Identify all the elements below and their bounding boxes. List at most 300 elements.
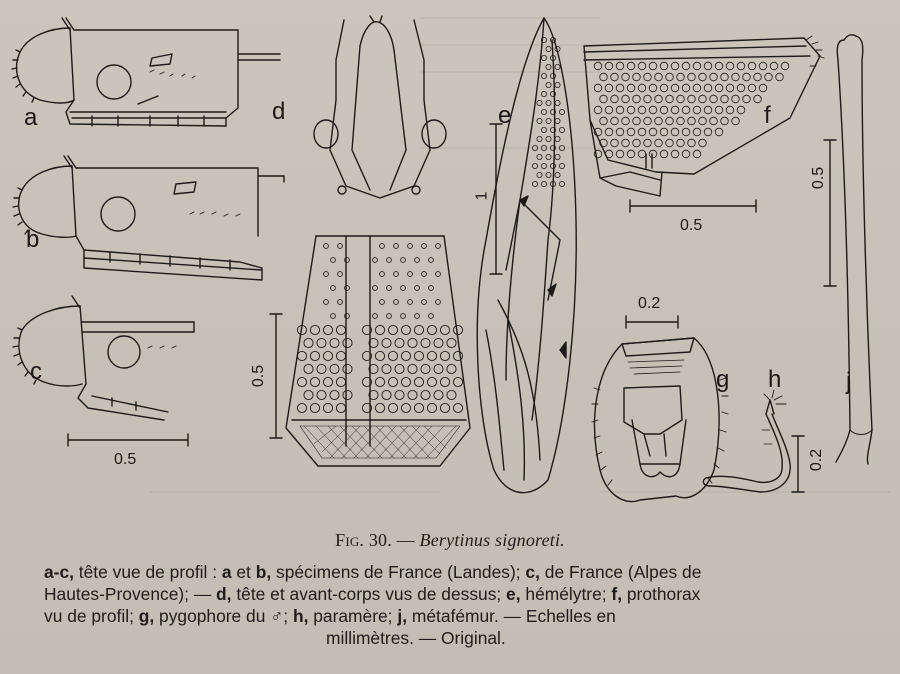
puncture-mark: [660, 62, 668, 70]
crosshatch: [304, 426, 456, 458]
puncture-mark: [699, 139, 707, 147]
puncture-mark: [622, 73, 630, 81]
puncture-mark: [550, 73, 555, 78]
puncture-mark: [671, 62, 679, 70]
figure-number: Fig. 30.: [335, 530, 392, 550]
puncture-mark: [546, 118, 551, 123]
show-through-lines: [150, 18, 890, 492]
puncture-mark: [541, 181, 546, 186]
puncture-mark: [638, 128, 646, 136]
puncture-mark: [704, 84, 712, 92]
figure-caption-body: [44, 561, 876, 649]
puncture-mark: [414, 377, 423, 386]
scale-label-h: 0.2: [808, 448, 826, 472]
puncture-mark: [611, 117, 619, 125]
puncture-mark: [732, 73, 740, 81]
puncture-mark: [710, 73, 718, 81]
puncture-mark: [666, 139, 674, 147]
puncture-mark: [532, 163, 537, 168]
caption-line-4: millimètres. — Original.: [326, 628, 506, 648]
scale-bar-g: [626, 316, 678, 328]
puncture-mark: [440, 351, 449, 360]
puncture-mark: [555, 82, 560, 87]
puncture-mark: [422, 244, 427, 249]
puncture-mark: [655, 117, 663, 125]
drawing-prothorax-f: [584, 36, 824, 196]
puncture-mark: [440, 403, 449, 412]
puncture-mark: [699, 73, 707, 81]
puncture-mark: [440, 325, 449, 334]
puncture-mark: [710, 117, 718, 125]
puncture-mark: [754, 95, 762, 103]
puncture-mark: [633, 95, 641, 103]
puncture-mark: [323, 377, 332, 386]
puncture-mark: [622, 117, 630, 125]
puncture-mark: [611, 73, 619, 81]
puncture-mark: [627, 106, 635, 114]
puncture-mark: [600, 95, 608, 103]
puncture-mark: [330, 364, 339, 373]
puncture-mark: [555, 118, 560, 123]
puncture-mark: [336, 403, 345, 412]
puncture-mark: [633, 73, 641, 81]
puncture-mark: [541, 163, 546, 168]
puncture-mark: [453, 403, 462, 412]
puncture-mark: [394, 300, 399, 305]
puncture-mark: [541, 91, 546, 96]
puncture-mark: [765, 73, 773, 81]
puncture-mark: [429, 314, 434, 319]
puncture-mark: [408, 364, 417, 373]
punctures-pronotum: [297, 244, 462, 413]
caption-text: prothorax: [622, 584, 701, 604]
puncture-mark: [382, 338, 391, 347]
puncture-mark: [754, 73, 762, 81]
puncture-mark: [649, 106, 657, 114]
puncture-mark: [541, 127, 546, 132]
puncture-mark: [380, 300, 385, 305]
puncture-mark: [649, 84, 657, 92]
puncture-mark: [704, 62, 712, 70]
figure-caption-title: [0, 530, 900, 551]
caption-text: Hautes-Provence); —: [44, 584, 217, 604]
puncture-mark: [336, 377, 345, 386]
puncture-mark: [401, 325, 410, 334]
puncture-mark: [394, 244, 399, 249]
scale-bar-f: [630, 200, 756, 212]
puncture-mark: [594, 84, 602, 92]
puncture-mark: [605, 84, 613, 92]
caption-line-1: [44, 561, 876, 583]
drawing-head-profile-a: [12, 18, 280, 126]
puncture-mark: [343, 338, 352, 347]
puncture-mark: [436, 244, 441, 249]
puncture-mark: [666, 117, 674, 125]
puncture-mark: [317, 390, 326, 399]
puncture-mark: [323, 351, 332, 360]
puncture-mark: [414, 403, 423, 412]
puncture-mark: [666, 73, 674, 81]
caption-bold: e,: [506, 584, 521, 604]
puncture-mark: [600, 73, 608, 81]
puncture-mark: [388, 325, 397, 334]
punctures-prothorax: [594, 62, 789, 158]
scale-label-d: 0.5: [250, 364, 268, 388]
puncture-mark: [660, 150, 668, 158]
puncture-mark: [611, 95, 619, 103]
caption-text: vu de profil;: [44, 606, 139, 626]
puncture-mark: [422, 272, 427, 277]
puncture-mark: [427, 325, 436, 334]
puncture-mark: [721, 95, 729, 103]
puncture-mark: [546, 172, 551, 177]
puncture-mark: [559, 163, 564, 168]
caption-text: tête et avant-corps vus de dessus;: [231, 584, 507, 604]
puncture-mark: [380, 272, 385, 277]
puncture-mark: [555, 100, 560, 105]
caption-text: tête vue de profil :: [73, 562, 222, 582]
puncture-mark: [546, 100, 551, 105]
puncture-mark: [737, 106, 745, 114]
puncture-mark: [699, 95, 707, 103]
puncture-mark: [310, 377, 319, 386]
puncture-mark: [677, 73, 685, 81]
caption-bold: h,: [292, 606, 309, 626]
puncture-mark: [436, 272, 441, 277]
puncture-mark: [644, 95, 652, 103]
caption-bold: f,: [611, 584, 623, 604]
caption-bold: b,: [255, 562, 272, 582]
puncture-mark: [373, 314, 378, 319]
puncture-mark: [677, 95, 685, 103]
puncture-mark: [421, 390, 430, 399]
puncture-mark: [541, 73, 546, 78]
caption-text: métafémur. — Echelles en: [407, 606, 616, 626]
puncture-mark: [421, 338, 430, 347]
puncture-mark: [537, 154, 542, 159]
puncture-mark: [324, 300, 329, 305]
puncture-mark: [415, 314, 420, 319]
puncture-mark: [401, 351, 410, 360]
scale-bar-abc: [68, 434, 188, 446]
puncture-mark: [317, 338, 326, 347]
puncture-mark: [559, 127, 564, 132]
puncture-mark: [655, 139, 663, 147]
puncture-mark: [401, 286, 406, 291]
puncture-mark: [559, 181, 564, 186]
puncture-mark: [447, 390, 456, 399]
caption-text: de France (Alpes de: [539, 562, 702, 582]
puncture-mark: [704, 106, 712, 114]
puncture-mark: [704, 128, 712, 136]
puncture-mark: [387, 314, 392, 319]
puncture-mark: [447, 364, 456, 373]
scale-label-abc: 0.5: [114, 451, 137, 468]
puncture-mark: [317, 364, 326, 373]
puncture-mark: [408, 338, 417, 347]
puncture-mark: [541, 55, 546, 60]
puncture-mark: [555, 136, 560, 141]
puncture-mark: [336, 325, 345, 334]
drawing-paramere-h: [703, 390, 790, 492]
puncture-mark: [375, 325, 384, 334]
puncture-mark: [748, 84, 756, 92]
puncture-mark: [415, 258, 420, 263]
puncture-mark: [726, 62, 734, 70]
puncture-mark: [546, 136, 551, 141]
puncture-mark: [373, 258, 378, 263]
puncture-mark: [594, 106, 602, 114]
puncture-mark: [649, 62, 657, 70]
caption-text: paramère;: [308, 606, 398, 626]
puncture-mark: [721, 73, 729, 81]
puncture-mark: [429, 286, 434, 291]
scale-label-g: 0.2: [638, 295, 661, 312]
puncture-mark: [737, 62, 745, 70]
puncture-mark: [310, 403, 319, 412]
puncture-mark: [677, 117, 685, 125]
puncture-mark: [453, 377, 462, 386]
puncture-mark: [427, 403, 436, 412]
caption-text: spécimens de France (Landes);: [271, 562, 526, 582]
puncture-mark: [660, 84, 668, 92]
caption-bold: g,: [138, 606, 155, 626]
puncture-mark: [323, 325, 332, 334]
caption-line-2: [44, 583, 876, 605]
puncture-mark: [331, 258, 336, 263]
puncture-mark: [627, 128, 635, 136]
puncture-mark: [666, 95, 674, 103]
puncture-mark: [427, 351, 436, 360]
puncture-mark: [414, 351, 423, 360]
caption-dash: —: [391, 530, 420, 550]
puncture-mark: [688, 73, 696, 81]
puncture-mark: [387, 286, 392, 291]
puncture-mark: [644, 139, 652, 147]
puncture-mark: [343, 390, 352, 399]
puncture-mark: [414, 325, 423, 334]
puncture-mark: [671, 106, 679, 114]
puncture-mark: [622, 95, 630, 103]
puncture-mark: [699, 117, 707, 125]
puncture-mark: [375, 403, 384, 412]
puncture-mark: [434, 364, 443, 373]
puncture-mark: [331, 314, 336, 319]
scale-label-e: 1: [473, 191, 491, 201]
puncture-mark: [338, 300, 343, 305]
puncture-mark: [401, 377, 410, 386]
puncture-mark: [395, 390, 404, 399]
puncture-mark: [388, 351, 397, 360]
puncture-mark: [297, 351, 306, 360]
puncture-mark: [726, 84, 734, 92]
puncture-mark: [638, 84, 646, 92]
caption-line-3: [44, 605, 876, 627]
puncture-mark: [655, 73, 663, 81]
puncture-mark: [693, 62, 701, 70]
puncture-mark: [555, 154, 560, 159]
panel-label-b: b: [26, 226, 40, 253]
puncture-mark: [605, 128, 613, 136]
caption-bold: c,: [525, 562, 540, 582]
panel-label-g: g: [716, 366, 730, 393]
puncture-mark: [770, 62, 778, 70]
puncture-mark: [555, 64, 560, 69]
puncture-mark: [323, 403, 332, 412]
puncture-mark: [408, 300, 413, 305]
caption-bold: j,: [397, 606, 408, 626]
drawing-metafemur-j: [836, 35, 872, 464]
puncture-mark: [336, 351, 345, 360]
scale-bar-h: [792, 436, 804, 492]
puncture-mark: [401, 258, 406, 263]
puncture-mark: [693, 84, 701, 92]
puncture-mark: [304, 338, 313, 347]
puncture-mark: [682, 106, 690, 114]
species-name: Berytinus signoreti.: [419, 530, 565, 550]
puncture-mark: [693, 150, 701, 158]
puncture-mark: [447, 338, 456, 347]
puncture-mark: [559, 109, 564, 114]
puncture-mark: [759, 84, 767, 92]
puncture-mark: [373, 286, 378, 291]
puncture-mark: [382, 364, 391, 373]
puncture-mark: [715, 84, 723, 92]
puncture-mark: [638, 62, 646, 70]
puncture-mark: [671, 128, 679, 136]
puncture-mark: [732, 117, 740, 125]
panel-label-d: d: [272, 98, 286, 125]
puncture-mark: [715, 62, 723, 70]
scale-bar-j: [824, 140, 836, 286]
panel-label-h: h: [768, 366, 782, 393]
puncture-mark: [627, 84, 635, 92]
puncture-mark: [660, 128, 668, 136]
panel-label-e: e: [498, 102, 512, 129]
puncture-mark: [732, 95, 740, 103]
puncture-mark: [737, 84, 745, 92]
puncture-mark: [382, 390, 391, 399]
puncture-mark: [375, 351, 384, 360]
puncture-mark: [611, 139, 619, 147]
puncture-mark: [743, 95, 751, 103]
puncture-mark: [605, 106, 613, 114]
puncture-mark: [427, 377, 436, 386]
puncture-mark: [682, 150, 690, 158]
puncture-mark: [688, 95, 696, 103]
caption-text: et: [231, 562, 256, 582]
puncture-mark: [546, 46, 551, 51]
puncture-mark: [394, 272, 399, 277]
puncture-mark: [304, 390, 313, 399]
puncture-mark: [343, 364, 352, 373]
puncture-mark: [726, 106, 734, 114]
puncture-mark: [537, 172, 542, 177]
caption-bold: d,: [216, 584, 232, 604]
caption-bold: a: [221, 562, 232, 582]
puncture-mark: [715, 128, 723, 136]
puncture-mark: [671, 84, 679, 92]
puncture-mark: [330, 390, 339, 399]
puncture-mark: [671, 150, 679, 158]
puncture-mark: [616, 62, 624, 70]
puncture-mark: [550, 163, 555, 168]
puncture-mark: [415, 286, 420, 291]
drawing-head-profile-b: [13, 156, 284, 280]
puncture-mark: [422, 300, 427, 305]
puncture-mark: [710, 95, 718, 103]
puncture-mark: [388, 377, 397, 386]
puncture-mark: [633, 117, 641, 125]
puncture-mark: [721, 117, 729, 125]
puncture-mark: [310, 351, 319, 360]
puncture-mark: [324, 272, 329, 277]
scale-bar-d: [270, 314, 282, 438]
puncture-mark: [622, 139, 630, 147]
puncture-mark: [644, 73, 652, 81]
puncture-mark: [546, 64, 551, 69]
drawing-hemelytron-e: [477, 18, 576, 493]
puncture-mark: [605, 150, 613, 158]
puncture-mark: [693, 106, 701, 114]
puncture-mark: [338, 272, 343, 277]
puncture-mark: [297, 403, 306, 412]
puncture-mark: [380, 244, 385, 249]
scale-label-f: 0.5: [680, 217, 703, 234]
puncture-mark: [776, 73, 784, 81]
caption-text: pygophore du ♂;: [154, 606, 293, 626]
puncture-mark: [555, 172, 560, 177]
puncture-mark: [429, 258, 434, 263]
puncture-mark: [297, 377, 306, 386]
puncture-mark: [688, 139, 696, 147]
puncture-mark: [682, 84, 690, 92]
scale-bar-e: [490, 124, 502, 274]
puncture-mark: [759, 62, 767, 70]
puncture-mark: [605, 62, 613, 70]
puncture-mark: [304, 364, 313, 373]
drawing-dorsal-view-d: [286, 16, 470, 466]
puncture-mark: [781, 62, 789, 70]
caption-bold: a-c,: [44, 562, 74, 582]
puncture-mark: [655, 95, 663, 103]
puncture-mark: [546, 154, 551, 159]
puncture-mark: [616, 84, 624, 92]
puncture-mark: [616, 128, 624, 136]
puncture-mark: [677, 139, 685, 147]
puncture-mark: [395, 338, 404, 347]
puncture-mark: [388, 403, 397, 412]
puncture-mark: [638, 106, 646, 114]
puncture-mark: [541, 109, 546, 114]
puncture-mark: [715, 106, 723, 114]
puncture-mark: [660, 106, 668, 114]
puncture-mark: [649, 150, 657, 158]
puncture-mark: [748, 62, 756, 70]
puncture-mark: [682, 128, 690, 136]
puncture-mark: [627, 150, 635, 158]
puncture-mark: [310, 325, 319, 334]
panel-label-f: f: [764, 102, 771, 129]
puncture-mark: [331, 286, 336, 291]
puncture-mark: [743, 73, 751, 81]
puncture-mark: [387, 258, 392, 263]
puncture-mark: [532, 181, 537, 186]
puncture-mark: [440, 377, 449, 386]
puncture-mark: [537, 100, 542, 105]
puncture-mark: [408, 272, 413, 277]
puncture-mark: [644, 117, 652, 125]
